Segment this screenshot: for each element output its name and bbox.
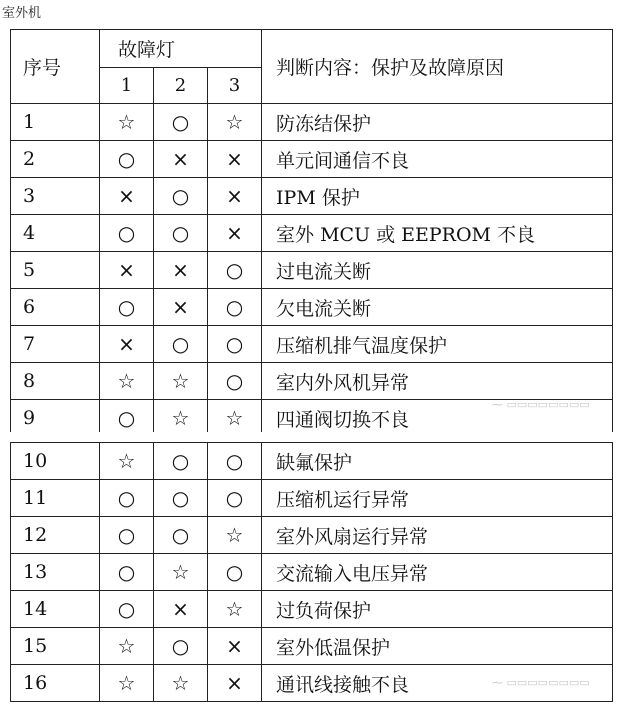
lamp-2-state: ☆ <box>154 665 208 702</box>
lamp-2-state: × <box>154 252 208 289</box>
table-row <box>11 178 613 215</box>
lamp-1-state: ○ <box>100 400 154 437</box>
fault-description: 交流输入电压异常 <box>262 554 613 591</box>
table-row <box>11 289 613 326</box>
lamp-2-state: ○ <box>154 326 208 363</box>
header-lamp-group: 故障灯 <box>100 30 262 68</box>
fault-description: 室外 MCU 或 EEPROM 不良 <box>262 215 613 252</box>
row-number: 11 <box>11 480 100 517</box>
table-row <box>11 141 613 178</box>
lamp-3-state: ☆ <box>208 104 262 141</box>
row-number: 13 <box>11 554 100 591</box>
lamp-1-state: ☆ <box>100 628 154 665</box>
lamp-3-state: × <box>208 665 262 702</box>
lamp-1-state: ☆ <box>100 665 154 702</box>
lamp-3-state: ○ <box>208 289 262 326</box>
fault-description: 欠电流关断 <box>262 289 613 326</box>
table-row <box>11 104 613 141</box>
lamp-3-state: ○ <box>208 443 262 480</box>
table-row <box>11 215 613 252</box>
row-number: 10 <box>11 443 100 480</box>
lamp-2-state: ○ <box>154 628 208 665</box>
lamp-3-state: ☆ <box>208 591 262 628</box>
lamp-3-state: ○ <box>208 554 262 591</box>
lamp-3-state: × <box>208 141 262 178</box>
table-row <box>11 554 613 591</box>
lamp-1-state: ○ <box>100 554 154 591</box>
table-break <box>0 432 620 442</box>
table-row <box>11 326 613 363</box>
table-row <box>11 443 613 480</box>
fault-description: 压缩机运行异常 <box>262 480 613 517</box>
fault-description: 单元间通信不良 <box>262 141 613 178</box>
fault-description: 四通阀切换不良 <box>262 400 613 437</box>
lamp-1-state: × <box>100 252 154 289</box>
fault-description: 缺氟保护 <box>262 443 613 480</box>
lamp-3-state: ○ <box>208 363 262 400</box>
fault-table-bottom <box>10 442 613 702</box>
fault-description: 室内外风机异常 <box>262 363 613 400</box>
lamp-1-state: ○ <box>100 289 154 326</box>
table-row <box>11 628 613 665</box>
watermark-icon: ⁓ ▭▭▭▭▭▭▭▭ <box>492 398 590 411</box>
fault-description: 过电流关断 <box>262 252 613 289</box>
lamp-3-state: ☆ <box>208 400 262 437</box>
table-row <box>11 591 613 628</box>
fault-table-top <box>10 29 613 437</box>
lamp-1-state: × <box>100 326 154 363</box>
table-row <box>11 363 613 400</box>
header-seq: 序号 <box>11 30 100 104</box>
header-desc: 判断内容：保护及故障原因 <box>262 30 613 104</box>
row-number: 12 <box>11 517 100 554</box>
lamp-2-state: ○ <box>154 517 208 554</box>
lamp-2-state: ☆ <box>154 400 208 437</box>
row-number: 6 <box>11 289 100 326</box>
lamp-3-state: ○ <box>208 480 262 517</box>
row-number: 8 <box>11 363 100 400</box>
row-number: 5 <box>11 252 100 289</box>
fault-description: 通讯线接触不良 <box>262 665 613 702</box>
header-lamp-2: 2 <box>154 68 208 104</box>
lamp-3-state: × <box>208 215 262 252</box>
lamp-3-state: × <box>208 178 262 215</box>
lamp-1-state: ○ <box>100 591 154 628</box>
header-lamp-3: 3 <box>208 68 262 104</box>
lamp-1-state: ○ <box>100 215 154 252</box>
lamp-2-state: ☆ <box>154 554 208 591</box>
row-number: 16 <box>11 665 100 702</box>
lamp-1-state: ☆ <box>100 104 154 141</box>
row-number: 1 <box>11 104 100 141</box>
lamp-2-state: ○ <box>154 178 208 215</box>
row-number: 14 <box>11 591 100 628</box>
lamp-2-state: × <box>154 591 208 628</box>
row-number: 7 <box>11 326 100 363</box>
fault-description: 压缩机排气温度保护 <box>262 326 613 363</box>
lamp-1-state: ○ <box>100 517 154 554</box>
row-number: 9 <box>11 400 100 437</box>
lamp-1-state: ☆ <box>100 443 154 480</box>
fault-description: IPM 保护 <box>262 178 613 215</box>
header-lamp-1: 1 <box>100 68 154 104</box>
lamp-3-state: ○ <box>208 252 262 289</box>
lamp-1-state: ☆ <box>100 363 154 400</box>
lamp-2-state: ○ <box>154 215 208 252</box>
lamp-3-state: ○ <box>208 326 262 363</box>
row-number: 4 <box>11 215 100 252</box>
row-number: 2 <box>11 141 100 178</box>
table-row <box>11 480 613 517</box>
lamp-1-state: ○ <box>100 141 154 178</box>
watermark-icon: ⁓ ▭▭▭▭▭▭▭▭ <box>492 676 590 689</box>
lamp-3-state: × <box>208 628 262 665</box>
lamp-2-state: ○ <box>154 104 208 141</box>
fault-description: 室外低温保护 <box>262 628 613 665</box>
fault-description: 过负荷保护 <box>262 591 613 628</box>
row-number: 15 <box>11 628 100 665</box>
lamp-2-state: ☆ <box>154 363 208 400</box>
table-row <box>11 252 613 289</box>
lamp-3-state: ☆ <box>208 517 262 554</box>
lamp-1-state: ○ <box>100 480 154 517</box>
lamp-2-state: ○ <box>154 480 208 517</box>
table-row <box>11 517 613 554</box>
fault-description: 防冻结保护 <box>262 104 613 141</box>
lamp-2-state: × <box>154 289 208 326</box>
lamp-2-state: × <box>154 141 208 178</box>
page-caption: 室外机 <box>2 6 42 21</box>
fault-description: 室外风扇运行异常 <box>262 517 613 554</box>
lamp-2-state: ○ <box>154 443 208 480</box>
row-number: 3 <box>11 178 100 215</box>
lamp-1-state: × <box>100 178 154 215</box>
